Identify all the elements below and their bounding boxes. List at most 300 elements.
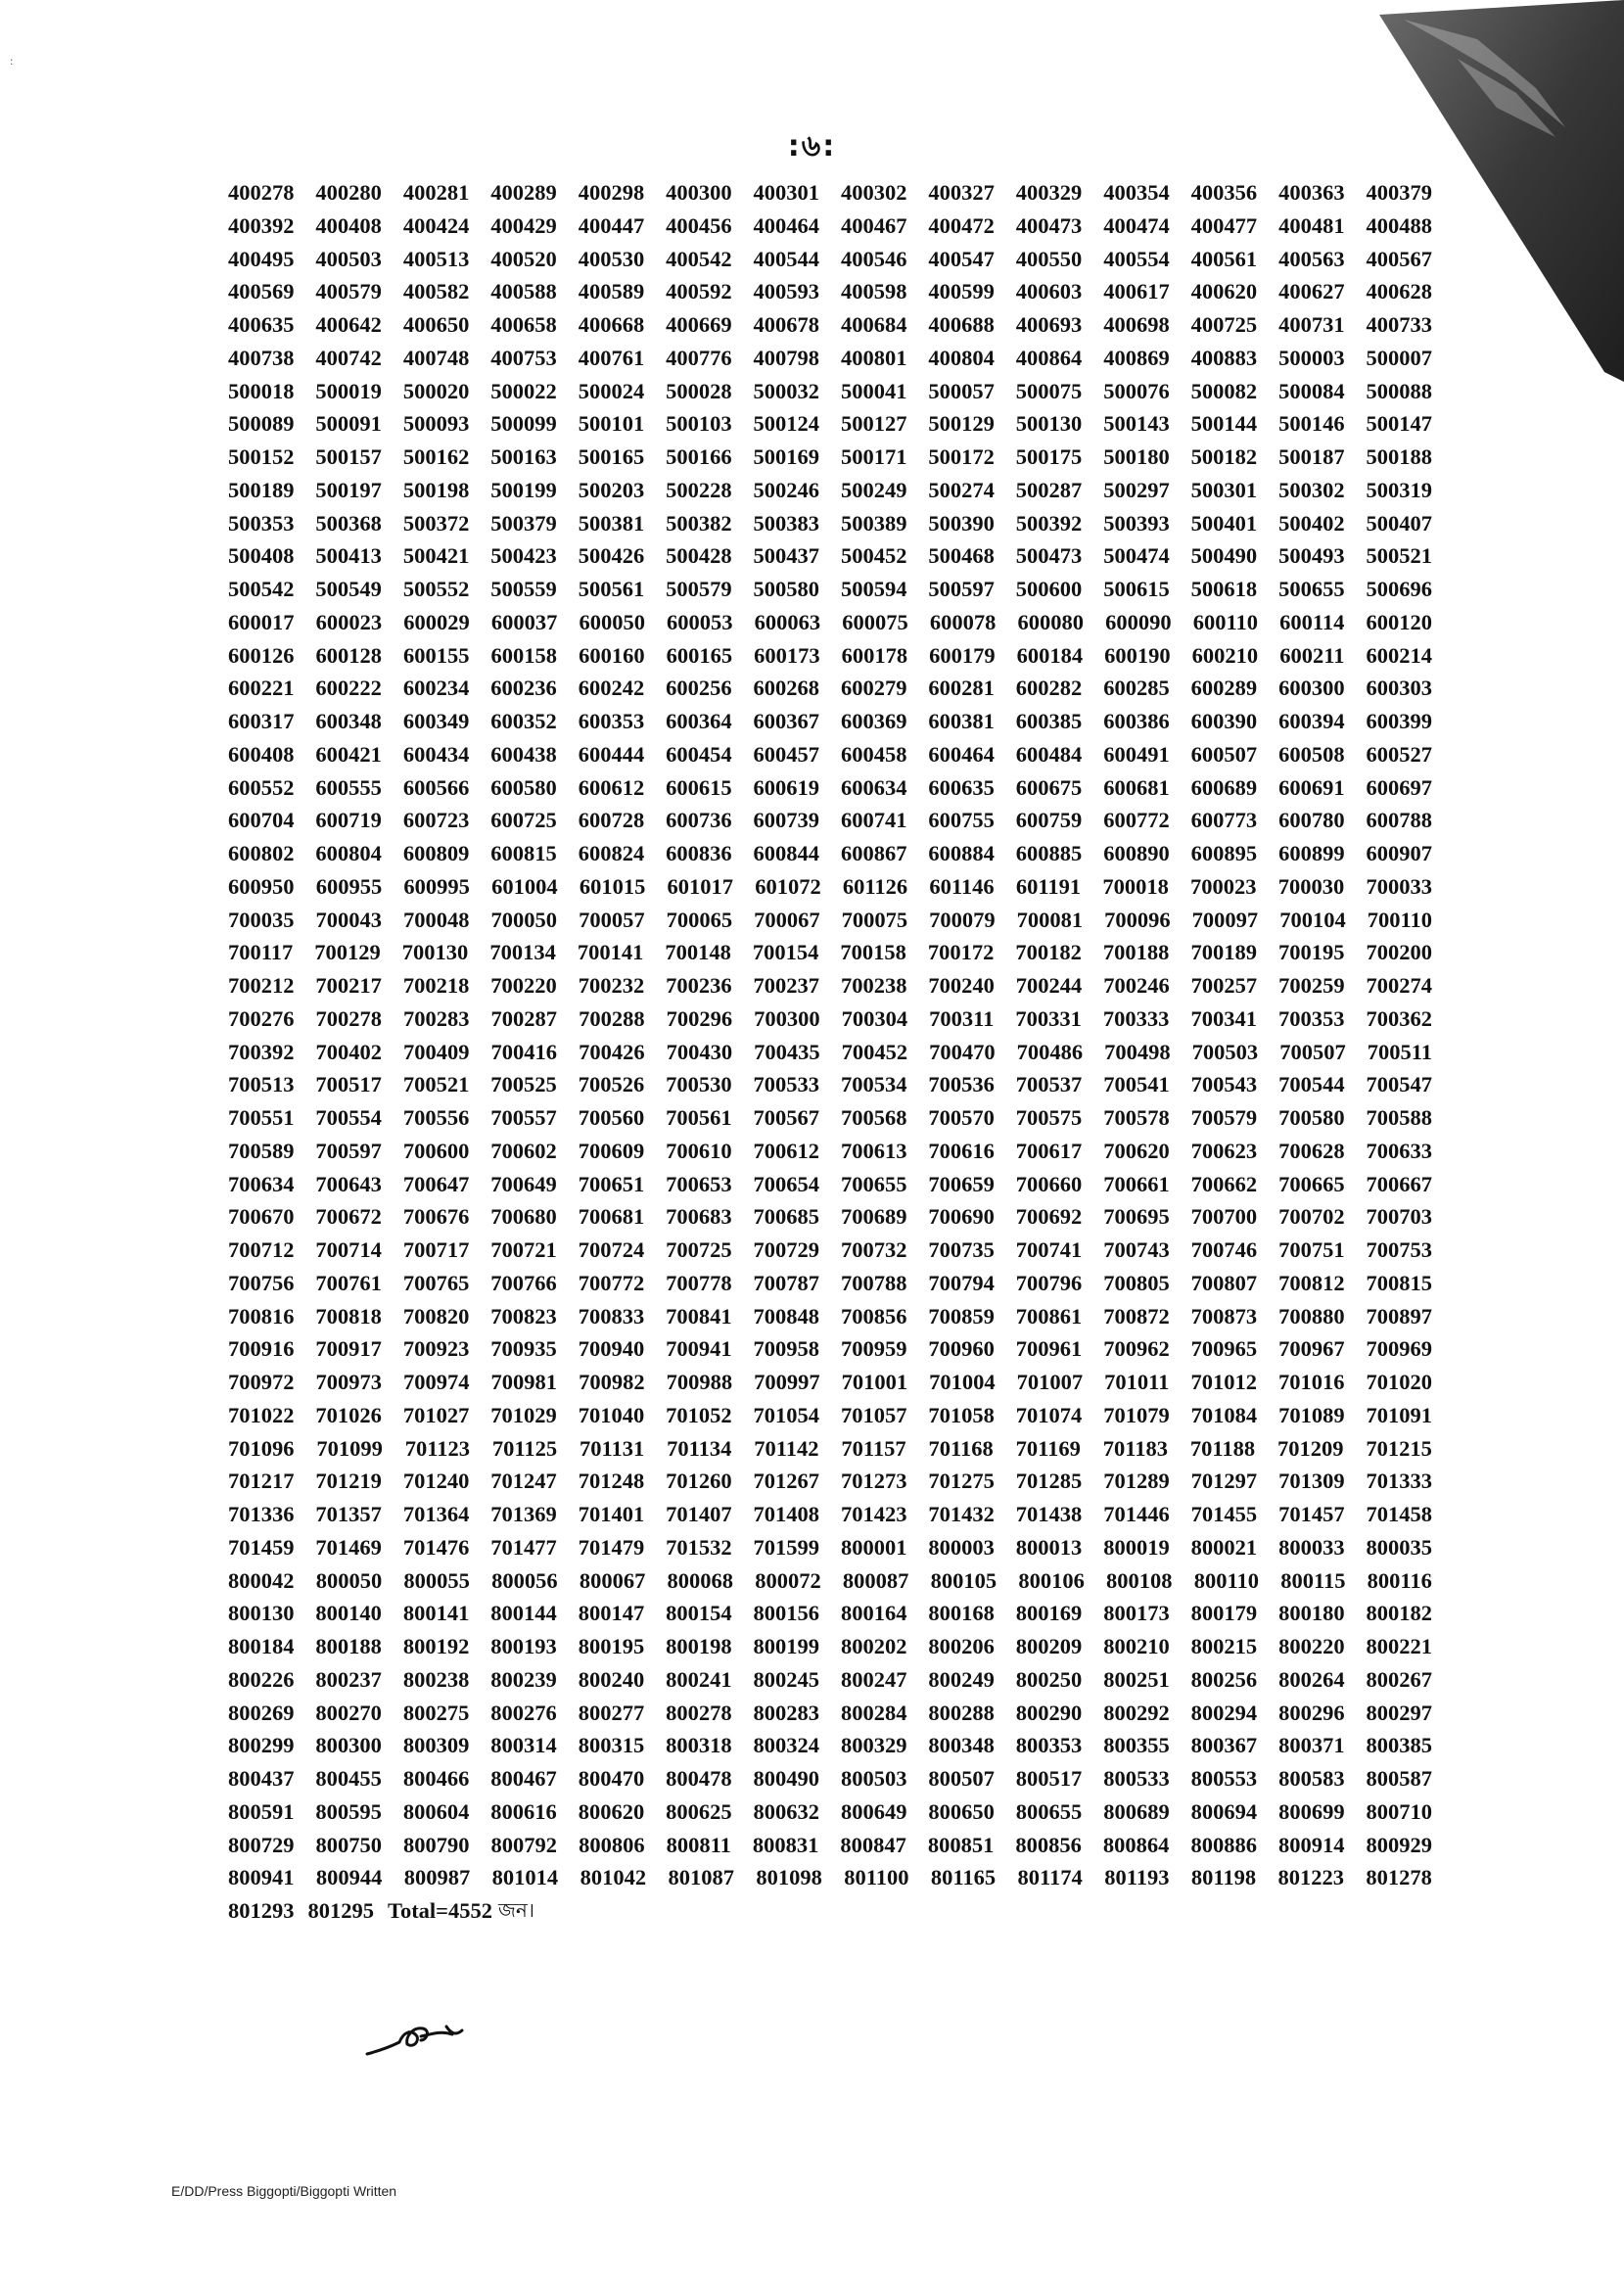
roll-number: 400456	[666, 212, 732, 238]
roll-number: 701052	[666, 1402, 732, 1427]
roll-number: 701012	[1190, 1370, 1257, 1394]
roll-row	[228, 1366, 1432, 1399]
roll-number: 700967	[1278, 1336, 1345, 1362]
roll-number: 700218	[402, 973, 470, 998]
roll-number: 800277	[578, 1700, 645, 1725]
roll-number: 701020	[1366, 1370, 1432, 1394]
roll-row	[228, 474, 1432, 507]
roll-number: 800583	[1278, 1766, 1345, 1791]
roll-number: 600736	[666, 808, 732, 833]
roll-number: 800517	[1015, 1766, 1083, 1791]
roll-number: 800270	[315, 1700, 382, 1725]
roll-row	[228, 1795, 1432, 1829]
roll-number: 600078	[929, 609, 997, 634]
roll-number: 800699	[1278, 1798, 1345, 1824]
roll-number: 700110	[1367, 907, 1432, 932]
roll-number: 700065	[666, 907, 733, 932]
roll-number: 700580	[1278, 1105, 1345, 1130]
roll-number: 701091	[1366, 1402, 1432, 1427]
roll-number: 701209	[1276, 1435, 1344, 1461]
roll-number: 700672	[315, 1204, 382, 1230]
roll-number: 700134	[489, 940, 556, 965]
roll-number: 500147	[1366, 411, 1432, 437]
roll-number: 500129	[928, 411, 995, 437]
roll-number: 600381	[928, 709, 995, 733]
roll-number: 700689	[840, 1204, 907, 1230]
roll-number: 600836	[666, 841, 732, 865]
roll-number: 800353	[1015, 1733, 1083, 1758]
roll-number: 700579	[1190, 1105, 1258, 1130]
roll-number: 700659	[928, 1171, 995, 1196]
roll-number: 400481	[1278, 212, 1345, 238]
roll-number: 700220	[490, 973, 557, 998]
roll-number: 700544	[1278, 1072, 1345, 1097]
roll-number: 400289	[490, 180, 557, 205]
roll-number: 600444	[578, 741, 645, 767]
roll-number: 700353	[1277, 1005, 1345, 1031]
roll-number: 700609	[578, 1138, 645, 1163]
roll-number: 701369	[490, 1502, 557, 1526]
roll-row	[228, 936, 1432, 969]
roll-number: 600491	[1103, 741, 1170, 767]
roll-number: 600527	[1366, 741, 1432, 767]
roll-number: 800147	[578, 1601, 645, 1626]
roll-number: 701240	[402, 1469, 470, 1494]
roll-number: 700141	[577, 940, 644, 965]
roll-number: 500187	[1278, 444, 1345, 469]
roll-number: 400798	[753, 345, 820, 370]
roll-number: 400579	[315, 279, 382, 304]
roll-number: 500401	[1190, 510, 1258, 536]
roll-number: 600126	[228, 642, 295, 668]
roll-number: 600279	[840, 676, 907, 701]
roll-number: 700311	[929, 1005, 995, 1031]
roll-number: 700756	[228, 1270, 295, 1295]
roll-number: 701125	[491, 1435, 558, 1461]
roll-number: 701469	[315, 1534, 382, 1560]
roll-number: 800269	[228, 1700, 295, 1725]
roll-number: 500301	[1190, 477, 1258, 502]
roll-number: 800042	[228, 1567, 295, 1593]
roll-number: 500028	[666, 378, 732, 403]
roll-number: 500474	[1103, 543, 1170, 569]
roll-number: 500428	[666, 543, 732, 569]
roll-number: 700923	[402, 1336, 470, 1362]
roll-number: 800290	[1015, 1700, 1083, 1725]
roll-number: 600386	[1103, 709, 1170, 733]
roll-number: 700526	[578, 1072, 645, 1097]
roll-number: 700602	[490, 1138, 557, 1163]
roll-number: 400544	[753, 246, 820, 271]
roll-number: 600704	[228, 808, 295, 833]
roll-number: 800294	[1190, 1700, 1258, 1725]
roll-number: 600352	[490, 709, 557, 733]
roll-number: 700200	[1366, 940, 1432, 965]
roll-row	[228, 1861, 1432, 1894]
roll-number: 600508	[1278, 741, 1345, 767]
roll-number: 500091	[315, 411, 382, 437]
roll-number: 601017	[667, 873, 734, 899]
roll-number: 800003	[928, 1534, 995, 1560]
roll-number: 800591	[228, 1798, 295, 1824]
roll-number: 600741	[840, 808, 907, 833]
roll-row	[228, 870, 1432, 904]
roll-number: 700588	[1366, 1105, 1432, 1130]
roll-number: 400477	[1190, 212, 1258, 238]
roll-number: 701446	[1103, 1502, 1170, 1526]
roll-number: 700287	[490, 1005, 558, 1031]
roll-number: 400883	[1190, 345, 1258, 370]
roll-number: 600128	[315, 642, 383, 668]
roll-number: 500655	[1278, 577, 1345, 601]
roll-number: 600723	[402, 808, 470, 833]
roll-number: 700647	[402, 1171, 470, 1196]
roll-number: 600580	[490, 774, 557, 800]
roll-number: 800284	[840, 1700, 907, 1725]
roll-number: 600173	[754, 642, 820, 668]
roll-number: 400733	[1366, 312, 1432, 337]
roll-number: 600773	[1190, 808, 1258, 833]
roll-number: 701219	[315, 1469, 382, 1494]
roll-number: 800180	[1278, 1601, 1345, 1626]
roll-number: 800944	[315, 1865, 383, 1890]
roll-number: 701040	[578, 1402, 645, 1427]
roll-number: 800013	[1015, 1534, 1083, 1560]
roll-row	[228, 1729, 1432, 1762]
roll-number: 800315	[578, 1733, 645, 1758]
roll-number: 500493	[1278, 543, 1345, 569]
roll-number: 800649	[840, 1798, 907, 1824]
roll-number: 600158	[490, 642, 558, 668]
roll-number: 600995	[403, 873, 470, 899]
roll-number: 800941	[228, 1865, 295, 1890]
roll-number: 801295	[307, 1898, 374, 1923]
roll-number: 500559	[490, 577, 557, 601]
roll-number: 400753	[490, 345, 557, 370]
roll-row	[228, 243, 1432, 276]
roll-row	[228, 1630, 1432, 1663]
roll-number: 800110	[1193, 1567, 1259, 1593]
roll-number: 500580	[753, 577, 820, 601]
roll-row	[228, 1762, 1432, 1795]
roll-number: 700470	[929, 1039, 996, 1064]
roll-number: 400603	[1015, 279, 1083, 304]
roll-number: 500124	[753, 411, 820, 437]
roll-number: 400563	[1278, 246, 1345, 271]
roll-number: 701401	[578, 1502, 645, 1526]
roll-number: 800209	[1015, 1634, 1083, 1658]
roll-number: 800367	[1190, 1733, 1258, 1758]
roll-number: 600867	[840, 841, 907, 865]
roll-number: 400327	[928, 180, 995, 205]
roll-number: 700676	[402, 1204, 470, 1230]
roll-number: 500549	[315, 577, 382, 601]
roll-number: 700812	[1278, 1270, 1345, 1295]
roll-number: 700735	[928, 1237, 995, 1262]
roll-number: 800371	[1278, 1733, 1345, 1758]
roll-number: 600210	[1191, 642, 1259, 668]
roll-number: 700613	[840, 1138, 907, 1163]
roll-number: 701027	[402, 1402, 470, 1427]
roll-row	[228, 210, 1432, 243]
roll-number: 600824	[578, 841, 645, 865]
roll-number: 800299	[228, 1733, 295, 1758]
roll-number: 700217	[315, 973, 382, 998]
roll-number: 500022	[490, 378, 557, 403]
roll-number: 600114	[1279, 609, 1345, 634]
roll-number: 500390	[928, 510, 995, 536]
roll-number: 800168	[928, 1601, 995, 1626]
roll-number: 701001	[841, 1370, 908, 1394]
roll-number: 400678	[753, 312, 820, 337]
roll-number: 800296	[1278, 1700, 1345, 1725]
roll-number: 500076	[1103, 378, 1170, 403]
roll-row	[228, 771, 1432, 805]
roll-number: 400363	[1278, 180, 1345, 205]
roll-number: 700961	[1015, 1336, 1083, 1362]
roll-number: 600884	[928, 841, 995, 865]
roll-number: 500594	[840, 577, 907, 601]
roll-number: 500368	[315, 510, 382, 536]
roll-number: 700962	[1103, 1336, 1170, 1362]
roll-number: 700880	[1278, 1303, 1345, 1329]
roll-number: 700633	[1366, 1138, 1432, 1163]
roll-number: 400464	[753, 212, 820, 238]
roll-number: 500019	[315, 378, 382, 403]
roll-number: 700148	[665, 940, 731, 965]
roll-number: 400635	[228, 312, 295, 337]
roll-number: 800478	[666, 1766, 732, 1791]
roll-number: 400278	[228, 180, 295, 205]
roll-number: 800245	[753, 1666, 820, 1692]
roll-number: 700274	[1366, 973, 1432, 998]
roll-number: 500413	[315, 543, 382, 569]
roll-number: 700958	[753, 1336, 820, 1362]
roll-number: 600221	[228, 676, 295, 701]
roll-number: 700498	[1104, 1039, 1171, 1064]
roll-number: 700589	[228, 1138, 295, 1163]
roll-number: 600552	[228, 774, 295, 800]
roll-number: 701168	[928, 1435, 994, 1461]
roll-number: 700402	[315, 1039, 383, 1064]
signature	[362, 2007, 470, 2066]
roll-number: 800466	[402, 1766, 470, 1791]
roll-number: 800251	[1103, 1666, 1170, 1692]
roll-number: 601191	[1015, 873, 1082, 899]
roll-number: 700665	[1278, 1171, 1345, 1196]
roll-number: 400668	[578, 312, 645, 337]
roll-number: 500127	[840, 411, 907, 437]
roll-row	[228, 1234, 1432, 1267]
roll-number: 700833	[578, 1303, 645, 1329]
roll-number: 700283	[403, 1005, 470, 1031]
roll-number: 500542	[228, 577, 295, 601]
roll-number: 700057	[579, 907, 645, 932]
roll-number: 400302	[840, 180, 907, 205]
roll-number: 600349	[402, 709, 470, 733]
roll-number: 700043	[315, 907, 383, 932]
roll-number: 700567	[753, 1105, 820, 1130]
roll-number: 700620	[1103, 1138, 1170, 1163]
roll-number: 701096	[228, 1435, 295, 1461]
roll-number: 701074	[1015, 1402, 1083, 1427]
roll-number: 800292	[1103, 1700, 1170, 1725]
roll-number: 500552	[402, 577, 470, 601]
roll-number: 801223	[1277, 1865, 1345, 1890]
roll-number: 700257	[1190, 973, 1258, 998]
roll-number: 600037	[490, 609, 558, 634]
roll-number: 601146	[929, 873, 995, 899]
roll-number: 600885	[1015, 841, 1083, 865]
roll-number: 800297	[1366, 1700, 1432, 1725]
roll-number: 700033	[1366, 873, 1432, 899]
roll-number: 500468	[928, 543, 995, 569]
roll-row	[228, 1564, 1432, 1598]
roll-number: 700534	[840, 1072, 907, 1097]
roll-number: 700796	[1015, 1270, 1083, 1295]
roll-number: 700712	[228, 1237, 295, 1262]
roll-number: 600809	[402, 841, 470, 865]
roll-number: 700729	[753, 1237, 820, 1262]
roll-number: 400628	[1366, 279, 1432, 304]
roll-number: 500579	[666, 577, 732, 601]
roll-row	[228, 507, 1432, 540]
roll-number: 800632	[753, 1798, 820, 1824]
roll-number: 800811	[666, 1832, 731, 1857]
roll-number: 800503	[840, 1766, 907, 1791]
roll-number: 700288	[579, 1005, 645, 1031]
roll-row	[228, 837, 1432, 870]
roll-number: 800987	[403, 1865, 471, 1890]
roll-number: 801014	[491, 1865, 559, 1890]
roll-number: 700238	[840, 973, 907, 998]
roll-number: 400761	[578, 345, 645, 370]
roll-number: 800587	[1366, 1766, 1432, 1791]
roll-row	[228, 275, 1432, 308]
roll-number: 500437	[753, 543, 820, 569]
roll-number: 400693	[1015, 312, 1083, 337]
roll-number: 600815	[490, 841, 557, 865]
roll-number: 701058	[928, 1402, 995, 1427]
roll-number: 700067	[754, 907, 820, 932]
roll-number: 500297	[1103, 477, 1170, 502]
roll-number: 700018	[1102, 873, 1169, 899]
roll-number: 700969	[1366, 1336, 1432, 1362]
roll-number: 600895	[1190, 841, 1258, 865]
roll-number: 600507	[1190, 741, 1258, 767]
roll-number: 700690	[928, 1204, 995, 1230]
roll-number: 800193	[490, 1634, 557, 1658]
roll-number: 700655	[840, 1171, 907, 1196]
roll-number: 500075	[1015, 378, 1083, 403]
roll-number: 700721	[490, 1237, 557, 1262]
roll-number: 600179	[929, 642, 996, 668]
roll-number: 500180	[1103, 444, 1170, 469]
roll-number: 800455	[315, 1766, 382, 1791]
roll-number: 701285	[1015, 1469, 1083, 1494]
roll-number: 600303	[1366, 676, 1432, 701]
roll-number: 701407	[666, 1502, 732, 1526]
roll-number: 800355	[1103, 1733, 1170, 1758]
roll-number: 400627	[1278, 279, 1345, 304]
roll-number: 601126	[842, 873, 908, 899]
roll-number: 800864	[1102, 1832, 1170, 1857]
roll-row	[228, 1300, 1432, 1333]
roll-number: 800115	[1280, 1567, 1346, 1593]
roll-number: 400617	[1103, 279, 1170, 304]
roll-number: 400542	[666, 246, 732, 271]
roll-number: 800625	[666, 1798, 732, 1824]
roll-number: 701432	[928, 1502, 995, 1526]
roll-number: 700560	[578, 1105, 645, 1130]
roll-number: 700240	[928, 973, 995, 998]
roll-number: 800650	[928, 1798, 995, 1824]
roll-number: 600300	[1278, 676, 1345, 701]
roll-number: 700623	[1190, 1138, 1258, 1163]
roll-number: 701131	[579, 1435, 645, 1461]
roll-number: 500165	[578, 444, 645, 469]
roll-number: 700703	[1366, 1204, 1432, 1230]
roll-number: 701217	[228, 1469, 295, 1494]
roll-number: 500473	[1015, 543, 1083, 569]
roll-number: 700788	[840, 1270, 907, 1295]
roll-number: 800886	[1190, 1832, 1257, 1857]
roll-number: 500402	[1278, 510, 1345, 536]
roll-number: 500041	[840, 378, 907, 403]
roll-number: 700541	[1103, 1072, 1170, 1097]
roll-row	[228, 1531, 1432, 1564]
roll-number: 500383	[753, 510, 820, 536]
roll-number: 600739	[753, 808, 820, 833]
roll-number: 600348	[315, 709, 382, 733]
roll-number: 801293	[228, 1898, 295, 1923]
roll-number: 600399	[1366, 709, 1432, 733]
roll-number: 700117	[228, 940, 294, 965]
roll-number: 600759	[1015, 808, 1083, 833]
roll-number: 700818	[315, 1303, 382, 1329]
roll-number: 700189	[1190, 940, 1257, 965]
roll-number: 700856	[840, 1303, 907, 1329]
roll-number: 500188	[1366, 444, 1432, 469]
roll-number: 800249	[928, 1666, 995, 1692]
roll-number: 701188	[1189, 1435, 1256, 1461]
roll-number: 500353	[228, 510, 295, 536]
roll-number: 400592	[666, 279, 732, 304]
roll-number: 600178	[841, 642, 908, 668]
roll-number: 701029	[490, 1402, 557, 1427]
roll-number: 700212	[228, 973, 295, 998]
roll-number: 700765	[402, 1270, 470, 1295]
roll-number: 700761	[315, 1270, 382, 1295]
roll-number: 700940	[578, 1336, 645, 1362]
roll-number: 600385	[1015, 709, 1083, 733]
roll-row	[228, 1068, 1432, 1101]
roll-number: 800470	[578, 1766, 645, 1791]
roll-number: 700050	[490, 907, 558, 932]
roll-number: 600697	[1366, 774, 1432, 800]
roll-row	[228, 1432, 1432, 1466]
roll-row	[228, 1894, 1432, 1928]
roll-number: 700897	[1366, 1303, 1432, 1329]
roll-number: 400473	[1015, 212, 1083, 238]
roll-number: 700530	[666, 1072, 732, 1097]
roll-number: 800019	[1103, 1534, 1170, 1560]
roll-number: 800221	[1366, 1634, 1432, 1658]
roll-number: 600110	[1192, 609, 1258, 634]
roll-number: 400550	[1015, 246, 1083, 271]
roll-row	[228, 176, 1432, 210]
roll-number: 700743	[1103, 1237, 1170, 1262]
